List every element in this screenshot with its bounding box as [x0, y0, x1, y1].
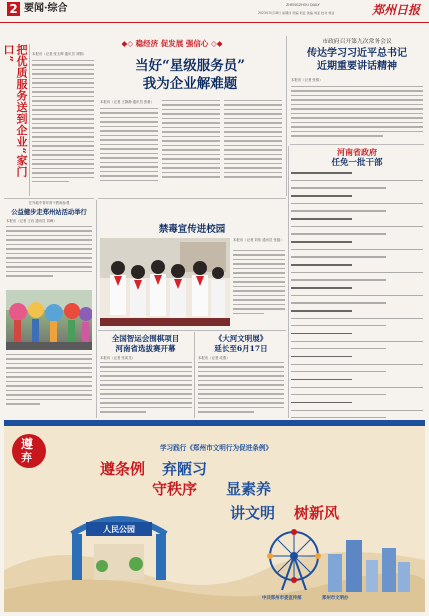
park-sign: 人民公园 — [103, 524, 135, 534]
appointment-line — [291, 203, 423, 204]
photo-headline: 禁毒宣传进校园 — [158, 224, 226, 235]
appointment-line — [291, 279, 386, 280]
right-byline: 本报讯（记者 张倩） — [291, 78, 323, 82]
appointment-line — [291, 402, 352, 404]
lead-body-col1 — [100, 108, 158, 192]
appointment-line — [291, 310, 352, 312]
right-body — [291, 86, 423, 140]
left2-headline: 公益健步走郑州站活动举行 — [11, 209, 87, 216]
photo-caption-body — [233, 250, 285, 326]
lead-headline-2: 我为企业解难题 — [142, 76, 238, 92]
lead-byline: 本报讯（记者 王静静 通讯员 张豪） — [100, 100, 155, 104]
edition-label: ZHENGZHOU DAILY — [286, 3, 320, 7]
appointment-line — [291, 410, 423, 411]
ferris-wheel-illustration — [264, 526, 324, 592]
emblem-char-1: 遵 — [21, 437, 34, 451]
section-title: 要闻·综合 — [24, 3, 68, 14]
appointment-line — [291, 249, 423, 250]
go-byline: 本报讯（记者 张寅龙） — [100, 356, 135, 360]
masthead — [0, 0, 429, 23]
slogan-banner — [92, 38, 252, 49]
slogan-ornament-right: ◇◆ — [211, 39, 223, 48]
emblem-char-2: 弃 — [21, 451, 32, 464]
ad-tagline: 学习践行《郑州市文明行为促进条例》 — [159, 444, 273, 452]
appointment-list — [291, 172, 423, 440]
right-headline-2: 近期重要讲话精神 — [317, 61, 397, 72]
exhibit-body — [198, 362, 284, 418]
appointment-line — [291, 195, 352, 197]
appointment-line — [291, 287, 352, 289]
appointment-line — [291, 356, 352, 358]
left2-body-top — [6, 226, 92, 288]
right-headline-1: 传达学习习近平总书记 — [307, 48, 407, 59]
slogan-part2: 促发展 — [160, 39, 184, 48]
slogan-2: 弃陋习 — [162, 460, 208, 478]
appointment-line — [291, 233, 386, 234]
appointment-line — [291, 371, 386, 372]
appointment-line — [291, 348, 386, 349]
slogan-5: 讲文明 — [230, 504, 276, 522]
right-kicker: 市政府召开第九次常务会议 — [322, 39, 392, 45]
appointment-line — [291, 341, 423, 342]
slogan-part3: 强信心 — [185, 39, 209, 48]
appointment-line — [291, 241, 352, 243]
paper-name: 郑州日报 — [372, 3, 421, 17]
park-gate-illustration — [64, 504, 174, 584]
exhibit-byline: 本报讯（记者 成燕） — [198, 356, 230, 360]
lead-body-col3 — [224, 100, 282, 192]
appointment-line — [291, 364, 423, 365]
left2-kicker: 在外地中青年骨干教师参观 — [28, 201, 70, 205]
lead-body-col2 — [162, 100, 220, 192]
slogan-ornament-left: ◆◇ — [121, 39, 133, 48]
sidebar-headline: 把优质服务送到企业“家门口” — [2, 44, 28, 178]
appointment-line — [291, 172, 352, 174]
appointment-line — [291, 387, 423, 388]
lead-headline-1: 当好“星级服务员” — [134, 58, 246, 74]
go-headline-1: 全国智运会围棋项目 — [111, 334, 180, 343]
appointment-line — [291, 187, 386, 188]
left2-byline: 本报讯（记者 王岩 通讯员 刘峰） — [6, 219, 57, 223]
city-skyline-illustration — [324, 532, 414, 592]
walkathon-photo — [6, 290, 92, 350]
appointment-line — [291, 180, 423, 181]
appointment-line — [291, 333, 352, 335]
slogan-4: 显素养 — [226, 480, 272, 498]
appointment-line — [291, 379, 352, 381]
date-line: 2023年5月18日 星期四 责编 刘亚 美编 刘亚 校对 刘亚 — [258, 11, 335, 15]
antidrug-photo — [100, 238, 230, 326]
sidebar-body — [32, 60, 94, 195]
slogan-6: 树新风 — [294, 504, 340, 522]
appointment-line — [291, 417, 386, 418]
appointment-line — [291, 218, 352, 220]
sidebar-byline: 本报讯（记者 张玉辉 通讯员 刘钢） — [32, 52, 87, 56]
photo-caption-byline: 本报讯（记者 刘伟 通讯员 张磊） — [233, 238, 284, 242]
appointment-line — [291, 256, 386, 257]
appointment-kicker: 河南省政府 — [337, 147, 377, 157]
civility-ad — [4, 420, 425, 612]
slogan-3: 守秩序 — [152, 480, 198, 498]
appointment-line — [291, 272, 423, 273]
appointment-line — [291, 325, 386, 326]
go-headline-2: 河南省选拔赛开幕 — [115, 344, 176, 353]
slogan-part1: 稳经济 — [135, 39, 159, 48]
exhibit-headline-2: 延长至6月17日 — [214, 344, 268, 353]
appointment-line — [291, 302, 386, 303]
slogan-1: 遵条例 — [100, 460, 146, 478]
appointment-line — [291, 295, 423, 296]
appointment-line — [291, 226, 423, 227]
ad-footer-2: 郑州市文明办 — [322, 596, 349, 601]
appointment-line — [291, 264, 352, 266]
ad-footer-1: 中共郑州市委宣传部 — [262, 596, 302, 601]
appointment-headline: 任免一批干部 — [331, 158, 383, 168]
appointment-line — [291, 318, 423, 319]
go-body — [100, 362, 192, 418]
appointment-line — [291, 210, 386, 211]
page-number: 2 — [7, 2, 20, 16]
left2-body-bottom — [6, 354, 92, 416]
exhibit-headline-1: 《大河文明展》 — [214, 334, 268, 343]
appointment-line — [291, 394, 386, 395]
